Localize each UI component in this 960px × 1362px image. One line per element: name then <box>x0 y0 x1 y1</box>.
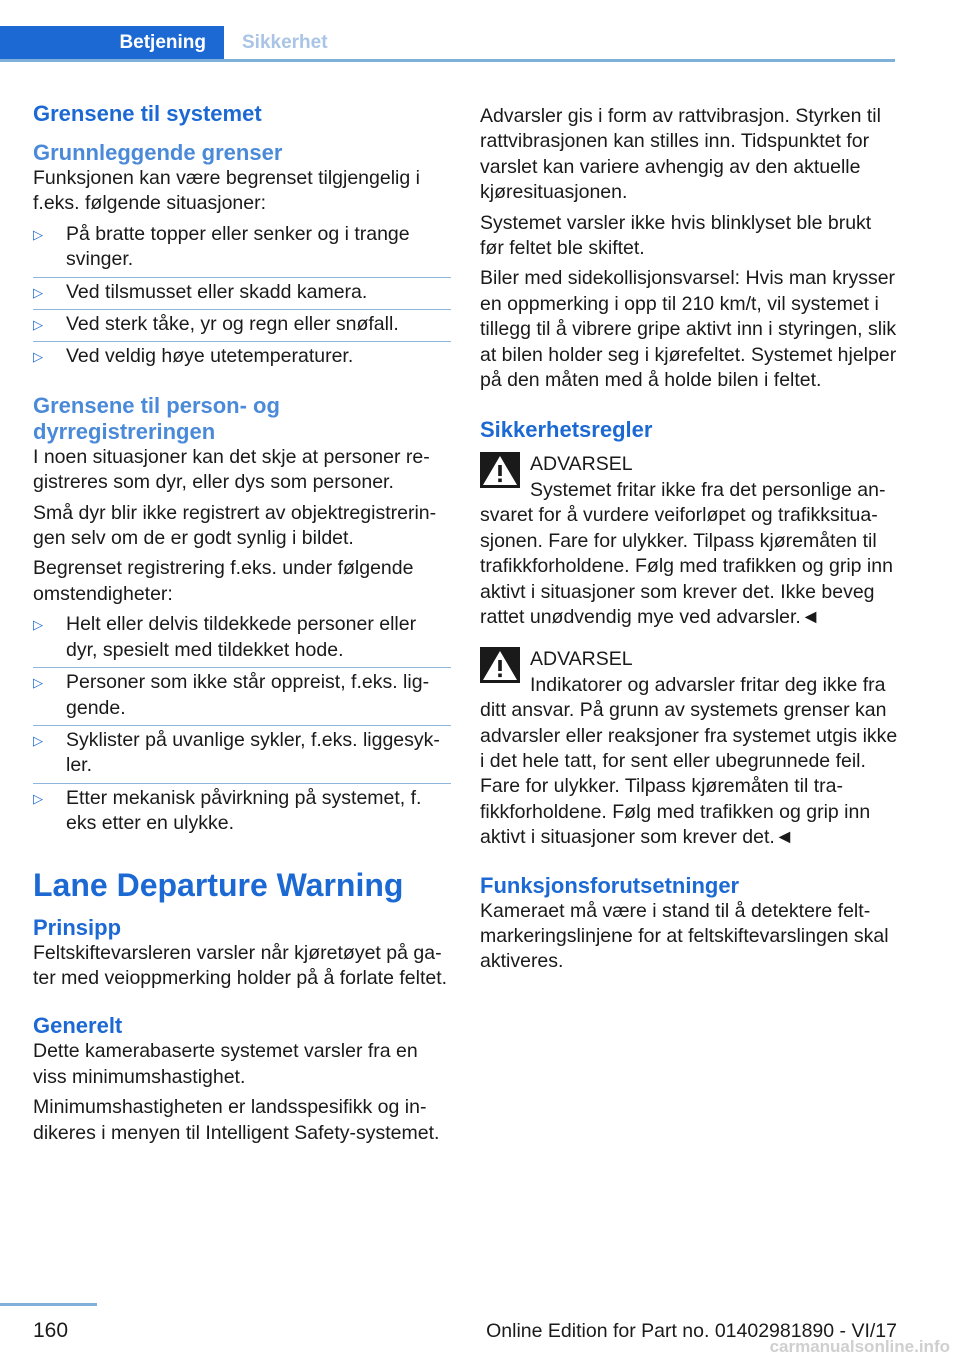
subheading-basic-limits: Grunnleggende grenser <box>33 140 283 165</box>
section-heading-safety: Sikkerhetsregler <box>480 417 653 443</box>
subheading-principle: Prinsipp <box>33 914 122 940</box>
list-item: ▷ Helt eller delvis tildekkede personer eller dyr, spesielt med tildekket hode. <box>33 612 451 670</box>
paragraph-basic: Funksjonen kan være begrenset tilgjengelig i f.eks. følgende situasjoner: <box>33 167 420 215</box>
warning-box-2 <box>480 647 898 850</box>
list-item: ▷ Ved tilsmusset eller skadd kamera. <box>33 280 451 312</box>
list-item: ▷ Syklister på uvanlige sykler, f.eks. liggesykler. <box>33 728 451 786</box>
warning-title: ADVARSEL <box>530 453 633 476</box>
list-item: ▷ Personer som ikke står oppreist, f.eks. liggende. <box>33 670 451 728</box>
list-item: ▷ På bratte topper eller senker og i trange svinger. <box>33 222 451 280</box>
paragraph-vibration: Advarsler gis i form av rattvibrasjon. Styrken til rattvibrasjonen kan stilles inn. Tidspunktet for varslet kan variere avhengig av den aktuelle kjøresituasjonen. <box>480 105 881 204</box>
triangle-right-icon: ▷ <box>33 226 43 242</box>
warning-text: Indikatorer og advarsler fritar deg ikke fra ditt ansvar. På grunn av systemets grenser kan advarsler eller reaksjoner fra systemet utgis ikke i det hele tatt, for sent eller ubegrunnede feil. Fare for ulykker. Tilpass kjøremåten til trafikkforholdene. Følg med trafikken og grip inn aktivt i situasjoner som krever det.◄ <box>480 673 898 849</box>
paragraph-general-1: Dette kamerabaserte systemet varsler fra en viss minimumshastighet. <box>33 1040 418 1088</box>
triangle-right-icon: ▷ <box>33 790 43 806</box>
subheading-person-animal: Grensene til person- og dyrregistreringen <box>33 392 280 444</box>
paragraph-person-2: Små dyr blir ikke registrert av objektregistreringen selv om de er godt synlig i bildet. <box>33 501 437 550</box>
tab-sikkerhet[interactable]: Sikkerhet <box>242 32 328 53</box>
list-item: ▷ Ved sterk tåke, yr og regn eller snøfall. <box>33 312 451 344</box>
basic-limits-list <box>33 222 451 370</box>
triangle-right-icon: ▷ <box>33 675 43 691</box>
triangle-right-icon: ▷ <box>33 349 43 365</box>
warning-triangle-icon <box>480 452 520 488</box>
right-column <box>480 104 898 975</box>
section-heading-limits: Grensene til systemet <box>33 101 262 126</box>
triangle-right-icon: ▷ <box>33 284 43 300</box>
subheading-general: Generelt <box>33 1013 123 1039</box>
warning-title: ADVARSEL <box>530 648 633 671</box>
warning-text: Systemet fritar ikke fra det personlige ansvaret for å vurdere veiforløpet og trafikksituasjonen. Fare for ulykker. Tilpass kjøremåten til trafikkforholdene. Følg med trafikken og grip inn aktivt i situasjoner som krever det. Ikke beveg rattet unødvendig mye ved advarsler.◄ <box>480 478 893 628</box>
paragraph-principle: Feltskiftevarsleren varsler når kjøretøyet på gater med veioppmerking holder på å forlate feltet. <box>33 941 448 989</box>
paragraph-indicator: Systemet varsler ikke hvis blinklyset ble brukt før feltet ble skiftet. <box>480 211 872 260</box>
paragraph-side-collision: Biler med sidekollisjonsvarsel: Hvis man krysser en oppmerking i opp til 210 km/t, vil systemet i tillegg til å vibrere gripe aktivt inn i styringen, slik at bilen holder seg i kjørefeltet. Systemet hjelper på den måten med å holde bilen i feltet. <box>480 267 897 392</box>
paragraph-person-3: Begrenset registrering f.eks. under følgende omstendigheter: <box>33 557 414 605</box>
left-column <box>33 100 451 1146</box>
page-number: 160 <box>33 1319 69 1342</box>
footer-rule <box>0 1303 97 1306</box>
paragraph-person-1: I noen situasjoner kan det skje at personer registreres som dyr, eller dys som personer. <box>33 445 430 494</box>
paragraph-prerequisites: Kameraet må være i stand til å detektere feltmarkeringslinjene for at feltskiftevarslingen skal aktiveres. <box>480 899 889 973</box>
person-limits-list <box>33 612 451 836</box>
triangle-right-icon: ▷ <box>33 617 43 633</box>
header-bar <box>0 26 895 62</box>
triangle-right-icon: ▷ <box>33 732 43 748</box>
list-item: ▷ Ved veldig høye utetemperaturer. <box>33 344 451 369</box>
subheading-prerequisites: Funksjonsforutsetninger <box>480 872 740 898</box>
warning-triangle-icon <box>480 647 520 683</box>
chapter-title-lane-departure-warning: Lane Departure Warning <box>33 866 404 903</box>
tab-betjening[interactable]: Betjening <box>0 26 224 59</box>
list-item: ▷ Etter mekanisk påvirkning på systemet, f. eks etter en ulykke. <box>33 786 422 835</box>
paragraph-general-2: Minimumshastigheten er landsspesifikk og indikeres i menyen til Intelligent Safety-systemet. <box>33 1096 440 1144</box>
watermark: carmanualsonline.info <box>769 1337 950 1356</box>
warning-box-1 <box>480 452 898 630</box>
edition-text: Online Edition for Part no. 01402981890 - VI/17 <box>486 1320 897 1342</box>
triangle-right-icon: ▷ <box>33 317 43 333</box>
